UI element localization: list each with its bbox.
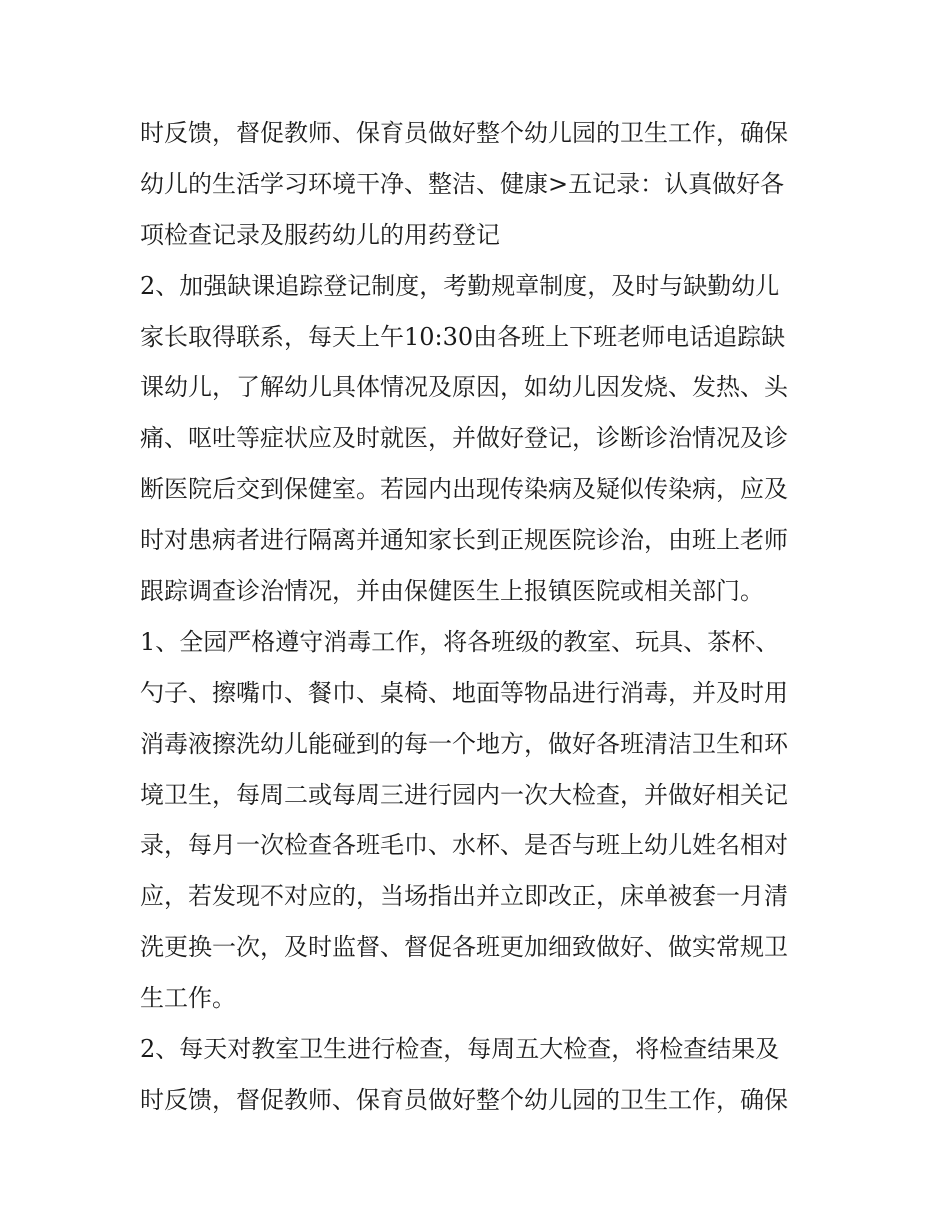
- text-line: 应，若发现不对应的，当场指出并立即改正，床单被套一月清: [140, 882, 788, 911]
- text-line: 时对患病者进行隔离并通知家长到正规医院诊治，由班上老师: [140, 526, 788, 555]
- text-line: 生工作。: [140, 984, 236, 1013]
- text-line: 洗更换一次，及时监督、督促各班更加细致做好、做实常规卫: [140, 933, 788, 962]
- text-line: 境卫生，每周二或每周三进行园内一次大检查，并做好相关记: [140, 780, 788, 809]
- text-line: 2、每天对教室卫生进行检查，每周五大检查，将检查结果及: [140, 1035, 780, 1064]
- text-line: 项检查记录及服药幼儿的用药登记: [140, 220, 500, 249]
- text-line: 痛、呕吐等症状应及时就医，并做好登记，诊断诊治情况及诊: [140, 424, 788, 453]
- text-line: 消毒液擦洗幼儿能碰到的每一个地方，做好各班清洁卫生和环: [140, 729, 788, 758]
- text-line: 2、加强缺课追踪登记制度，考勤规章制度，及时与缺勤幼儿: [140, 271, 780, 300]
- text-line: 家长取得联系，每天上午10:30由各班上下班老师电话追踪缺: [140, 322, 786, 351]
- text-line: 跟踪调查诊治情况，并由保健医生上报镇医院或相关部门。: [140, 577, 764, 606]
- document-body: [140, 108, 820, 1126]
- text-line: 课幼儿，了解幼儿具体情况及原因，如幼儿因发烧、发热、头: [140, 373, 788, 402]
- text-line: 勺子、擦嘴巾、餐巾、桌椅、地面等物品进行消毒，并及时用: [140, 678, 788, 707]
- text-line: 幼儿的生活学习环境干净、整洁、健康>五记录：认真做好各: [140, 169, 785, 198]
- text-line: 1、全园严格遵守消毒工作，将各班级的教室、玩具、茶杯、: [140, 627, 780, 656]
- text-line: 时反馈，督促教师、保育员做好整个幼儿园的卫生工作，确保: [140, 1085, 788, 1114]
- text-line: 时反馈，督促教师、保育员做好整个幼儿园的卫生工作，确保: [140, 119, 788, 147]
- text-line: 录，每月一次检查各班毛巾、水杯、是否与班上幼儿姓名相对: [140, 831, 788, 860]
- text-line: 断医院后交到保健室。若园内出现传染病及疑似传染病，应及: [140, 475, 788, 504]
